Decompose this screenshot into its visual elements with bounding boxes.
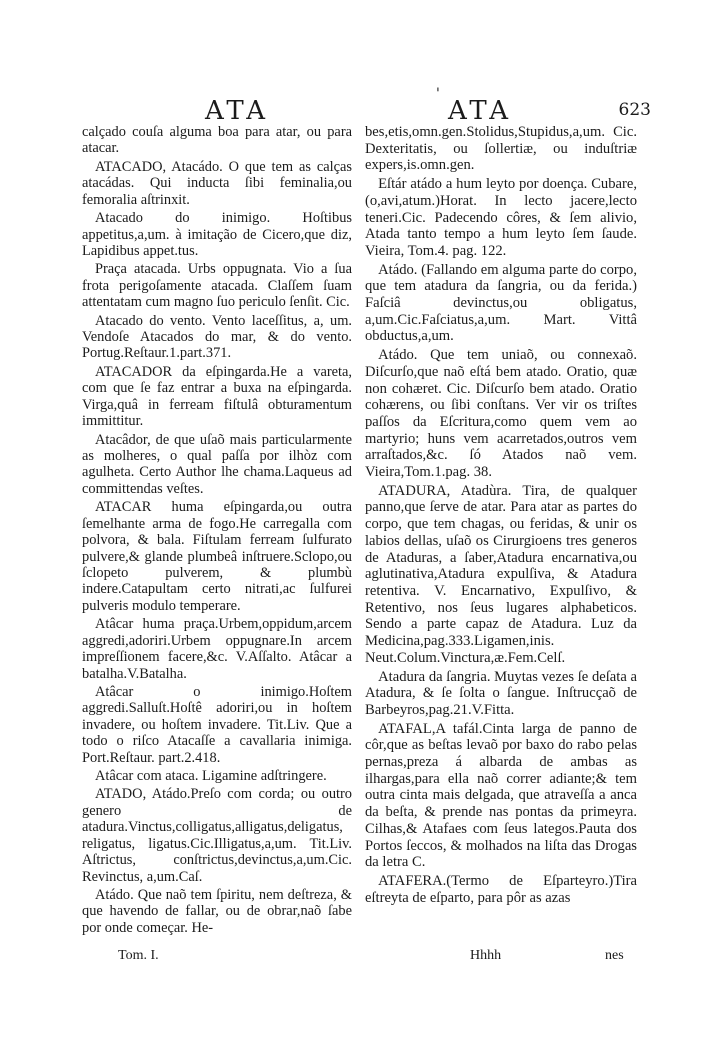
entry-paragraph: Atacado do vento. Vento laceſſitus, a, um. Vendoſe Atacados do mar, & do vento. Portug.Reſtaur.1.part.371. [82,312,352,362]
entry-paragraph: Atâcar com ataca. Ligamine adſtringere. [94,768,327,785]
entry-paragraph: Atádo. Que tem uniaõ, ou connexaõ. Diſcurſo,que naõ eſtá bem atado. Oratio, quæ non cohæret. Cic. Diſcurſo bem atado. Oratio cohærens, ou ſibi conſtans. Ver vir os triſtes paſſos da Eſcritura,como quem vem ao martyrio; huns vem acarretados,outros vem arraſtados,&c. ſó Atados naõ vem. Vieira,Tom.1.pag. 38. [365,347,637,481]
entry-paragraph: Eſtár atádo a hum leyto por doença. Cubare,(o,avi,atum.)Horat. In lecto jacere,lecto teneri.Cic. Padecendo côres, & ſem alivio, Atada tanto tempo a hum leyto ſem ſaude. Vieira, Tom.4. pag. 122. [365,176,637,259]
entry-paragraph: Atádo. Que naõ tem ſpiritu, nem deſtreza, & que havendo de fallar, ou de obrar,naõ ſabe por onde começar. He- [82,886,352,936]
running-head-right: ATA [448,96,513,126]
signature-mark: Hhhh [470,948,502,963]
entry-paragraph: Atacâdor, de que uſaõ mais particularmente as molheres, o qual paſſa por ilhòz com agulheta. Certo Author lhe chama.Laqueus ad committendas veſtes. [82,431,352,497]
running-head-mark: ' [436,86,440,102]
entry-paragraph: ATACADO, Atacádo. O que tem as calças atacádas. Qui inducta ſibi feminalia,ou femoralia aſtrinxit. [82,158,352,208]
entry-paragraph: Atadura da ſangria. Muytas vezes ſe deſata a Atadura, & ſe ſolta o ſangue. Inſtrucçaõ de Barbeyros,pag.21.V.Fitta. [365,668,637,718]
entry-paragraph: ATAFERA.(Termo de Eſparteyro.)Tira eſtreyta de eſparto, para pôr as azas [365,872,637,906]
running-head-left: ATA [205,96,270,126]
entry-paragraph: calçado couſa alguma boa para atar, ou para atacar. [82,124,352,157]
entry-paragraph: Atádo. (Fallando em alguma parte do corpo, que tem atadura da ſangria, ou da ferida.) Faſciâ devinctus,ou obligatus, a,um.Cic.Faſciatus,a,um. Mart. Vittâ obductus,a,um. [365,261,637,345]
entry-paragraph: Atâcar o inimigo.Hoſtem aggredi.Salluſt.Hoſtê adoriri,ou in hoſtem invadere, ou hoſtem invadere. Tit.Liv. Que a todo o riſco Atacaſſe a cavallaria inimiga. Port.Reſtaur. part.2.418. [82,683,352,766]
entry-paragraph: Atâcar huma praça.Urbem,oppidum,arcem aggredi,adoriri.Urbem oppugnare.In arcem impreſſionem facere,&c. V.Aſſalto. Atâcar a batalha.V.Batalha. [82,616,352,682]
entry-paragraph: Praça atacada. Urbs oppugnata. Vio a ſua frota perigoſamente atacada. Claſſem ſuam attentatam cum magno ſuo periculo ſenſit. Cic. [82,261,352,311]
entry-paragraph: ATADO, Atádo.Preſo com corda; ou outro genero de atadura.Vinctus,colligatus,alligatus,deligatus, religatus, ligatus.Cic.Illigatus,a,um. Tit.Liv. Aſtrictus, conſtrictus,devinctus,a,um.Cic. Revinctus, a,um.Caſ. [82,786,352,885]
page-number: 623 [618,100,651,120]
entry-paragraph: ATAFAL,A tafál.Cinta larga de panno de côr,que as beſtas levaõ por baxo do rabo pelas pernas,preza á albarda de ambas as ilhargas,para ella naõ correr adiante;& tem outra cinta mais delgada, que atraveſſa a anca da beſta, & prende nas pontas da primeyra. Cilhas,& Atafaes com ſeus lategos.Pauta dos Portos ſeccos, & molhados na liſta das Drogas da letra C. [365,720,637,871]
left-column [82,124,352,938]
entry-paragraph: ATADURA, Atadùra. Tira, de qualquer panno,que ſerve de atar. Para atar as partes do corpo, que tem chagas, ou feridas, & unir os labios dellas, uſaõ os Cirurgioens tres generos de Ataduras, a ſaber,Atadura encarnativa,ou aglutinativa,Atadura expulſiva, & Atadura retentiva. V. Encarnativo, Expulſivo, & Retentivo, nos ſeus lugares alphabeticos. Sendo a parte capaz de Atadura. Luz da Medicina,pag.333.Ligamen,inis. Neut.Colum.Vinctura,æ.Fem.Celſ. [365,482,637,666]
entry-paragraph: bes,etis,omn.gen.Stolidus,Stupidus,a,um. Cic. Dexteritatis, ou ſollertiæ, ou induſtriæ expers,is.omn.gen. [365,124,637,174]
volume-label: Tom. I. [118,948,159,963]
entry-paragraph: ATACAR huma eſpingarda,ou outra ſemelhante arma de fogo.He carregalla com polvora, & bala. Fiſtulam ferream ſulfurato pulvere,& glande plumbeâ inſtruere.Sclopo,ou ſclopeto pulverem, & plumbù indere.Catapultam certo nitrati,ac ſulfurei pulveris modulo temperare. [82,499,352,614]
entry-paragraph: ATACADOR da eſpingarda.He a vareta, com que ſe faz entrar a buxa na eſpingarda. Virga,quâ in ferream fiſtulâ obturamentum immittitur. [82,363,352,430]
entry-paragraph: Atacado do inimigo. Hoſtibus appetitus,a,um. à imitação de Cicero,que diz, Lapidibus appet.tus. [82,210,352,259]
catchword: nes [605,948,624,963]
right-column [365,124,637,908]
